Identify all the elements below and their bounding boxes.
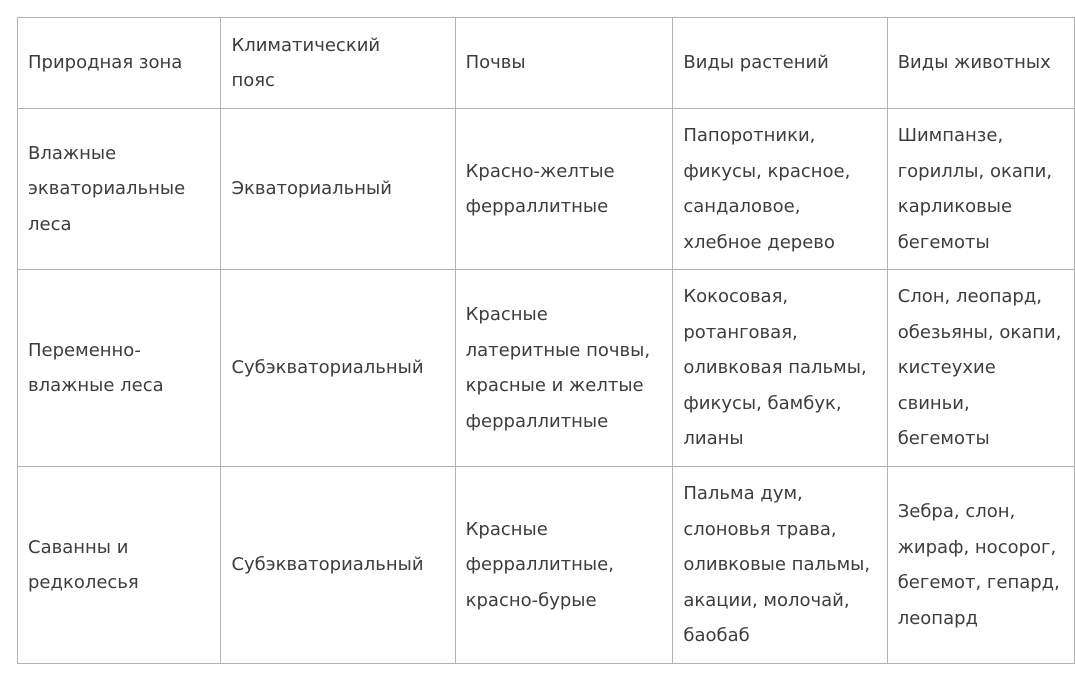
header-climate-belt: Климатический пояс <box>221 18 455 109</box>
cell-natural-zone: Саванны и редколесья <box>18 467 221 664</box>
cell-soils: Красные латеритные почвы, красные и желтые ферраллитные <box>455 270 673 467</box>
natural-zones-table-container <box>17 17 1075 664</box>
table-header-row <box>18 18 1075 109</box>
header-soils: Почвы <box>455 18 673 109</box>
cell-animals: Зебра, слон, жираф, носорог, бегемот, гепард, леопард <box>887 467 1074 664</box>
header-plants: Виды растений <box>673 18 887 109</box>
cell-natural-zone: Переменно- влажные леса <box>18 270 221 467</box>
cell-natural-zone: Влажные экваториальные леса <box>18 109 221 270</box>
cell-plants: Кокосовая, ротанговая, оливковая пальмы, фикусы, бамбук, лианы <box>673 270 887 467</box>
table-row <box>18 270 1075 467</box>
cell-climate-belt: Экваториальный <box>221 109 455 270</box>
table-row <box>18 467 1075 664</box>
cell-plants: Папоротники, фикусы, красное, сандаловое, хлебное дерево <box>673 109 887 270</box>
cell-climate-belt: Субэкваториальный <box>221 270 455 467</box>
table-row <box>18 109 1075 270</box>
cell-soils: Красные ферраллитные, красно-бурые <box>455 467 673 664</box>
cell-climate-belt: Субэкваториальный <box>221 467 455 664</box>
header-natural-zone: Природная зона <box>18 18 221 109</box>
cell-animals: Слон, леопард, обезьяны, окапи, кистеухие свиньи, бегемоты <box>887 270 1074 467</box>
cell-soils: Красно-желтые ферраллитные <box>455 109 673 270</box>
cell-animals: Шимпанзе, гориллы, окапи, карликовые бегемоты <box>887 109 1074 270</box>
header-animals: Виды животных <box>887 18 1074 109</box>
cell-plants: Пальма дум, слоновья трава, оливковые пальмы, акации, молочай, баобаб <box>673 467 887 664</box>
natural-zones-table <box>17 17 1075 664</box>
